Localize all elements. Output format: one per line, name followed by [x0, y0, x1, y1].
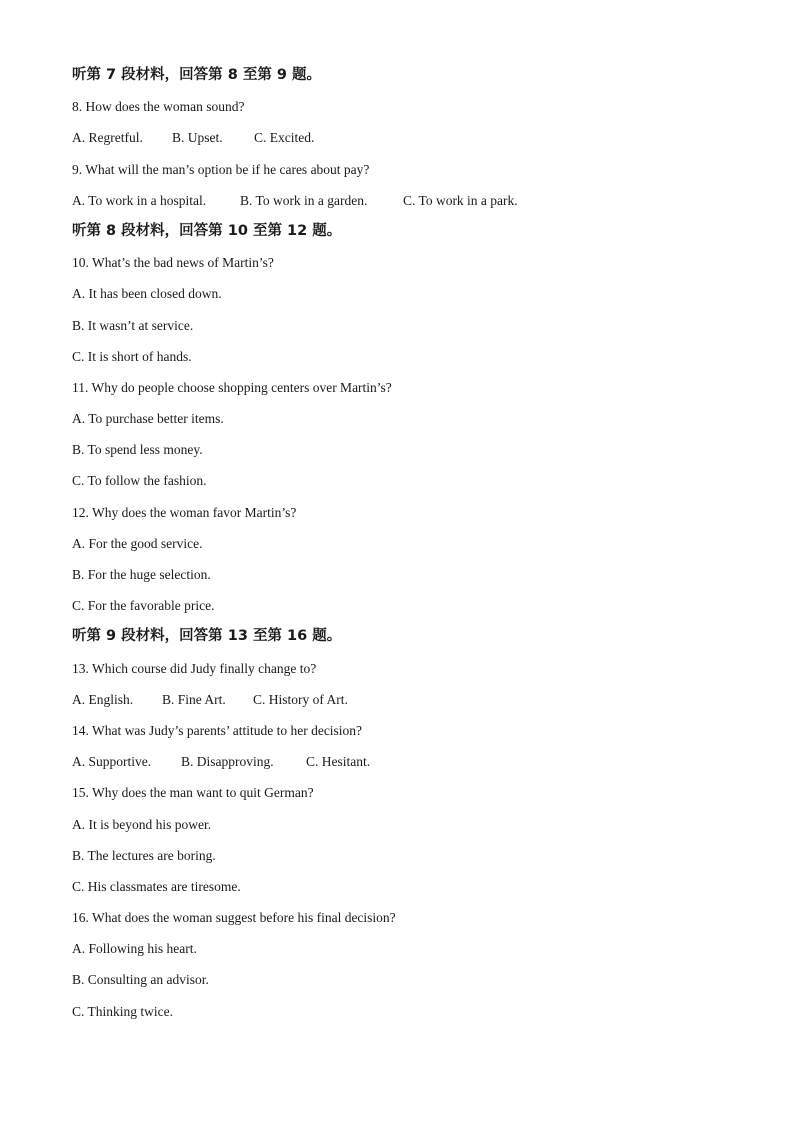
option-b: B. To spend less money. [72, 442, 203, 458]
option-b: B. Fine Art. [162, 691, 226, 707]
question-stem: 8. How does the woman sound? [72, 99, 245, 115]
option-c: C. To follow the fashion. [72, 473, 207, 489]
option-b: B. The lectures are boring. [72, 847, 216, 863]
question-stem: 10. What’s the bad news of Martin’s? [72, 255, 274, 271]
option-c: C. History of Art. [253, 691, 348, 707]
option-b: B. Upset. [172, 130, 223, 146]
options-row [72, 191, 732, 210]
question-stem: 9. What will the man’s option be if he cares about pay? [72, 161, 370, 177]
exam-page [72, 66, 732, 1033]
question-stem: 12. Why does the woman favor Martin’s? [72, 504, 297, 520]
option-a: A. To purchase better items. [72, 411, 224, 427]
options-row [72, 128, 732, 147]
option-c: C. Hesitant. [306, 754, 371, 770]
option-c: C. Excited. [254, 130, 315, 146]
option-a: A. English. [72, 691, 134, 707]
section-heading: 听第 9 段材料，回答第 13 至第 16 题。 [72, 628, 342, 645]
question-stem: 14. What was Judy’s parents’ attitude to her decision? [72, 722, 363, 738]
option-c: C. To work in a park. [403, 192, 518, 208]
option-a: A. For the good service. [72, 535, 203, 551]
option-a: A. Following his heart. [72, 941, 197, 957]
option-c: C. It is short of hands. [72, 348, 192, 364]
section-heading: 听第 7 段材料，回答第 8 至第 9 题。 [72, 67, 322, 83]
option-a: A. It is beyond his power. [72, 816, 212, 832]
option-c: C. Thinking twice. [72, 1003, 173, 1019]
option-a: A. To work in a hospital. [72, 192, 207, 208]
option-a: A. Regretful. [72, 130, 143, 146]
option-b: B. Consulting an advisor. [72, 972, 209, 988]
option-a: A. Supportive. [72, 754, 152, 770]
option-b: B. It wasn’t at service. [72, 317, 194, 333]
option-b: B. Disapproving. [181, 754, 274, 770]
question-stem: 13. Which course did Judy finally change to? [72, 660, 317, 676]
option-b: B. To work in a garden. [240, 192, 368, 208]
options-row [72, 752, 732, 771]
option-c: C. His classmates are tiresome. [72, 878, 241, 894]
options-row [72, 690, 732, 709]
option-b: B. For the huge selection. [72, 567, 211, 582]
option-a: A. It has been closed down. [72, 286, 222, 302]
question-stem: 15. Why does the man want to quit German? [72, 785, 314, 801]
option-c: C. For the favorable price. [72, 598, 215, 614]
question-stem: 11. Why do people choose shopping centers over Martin’s? [72, 379, 392, 395]
question-stem: 16. What does the woman suggest before his final decision? [72, 910, 396, 926]
section-heading: 听第 8 段材料，回答第 10 至第 12 题。 [72, 222, 342, 239]
